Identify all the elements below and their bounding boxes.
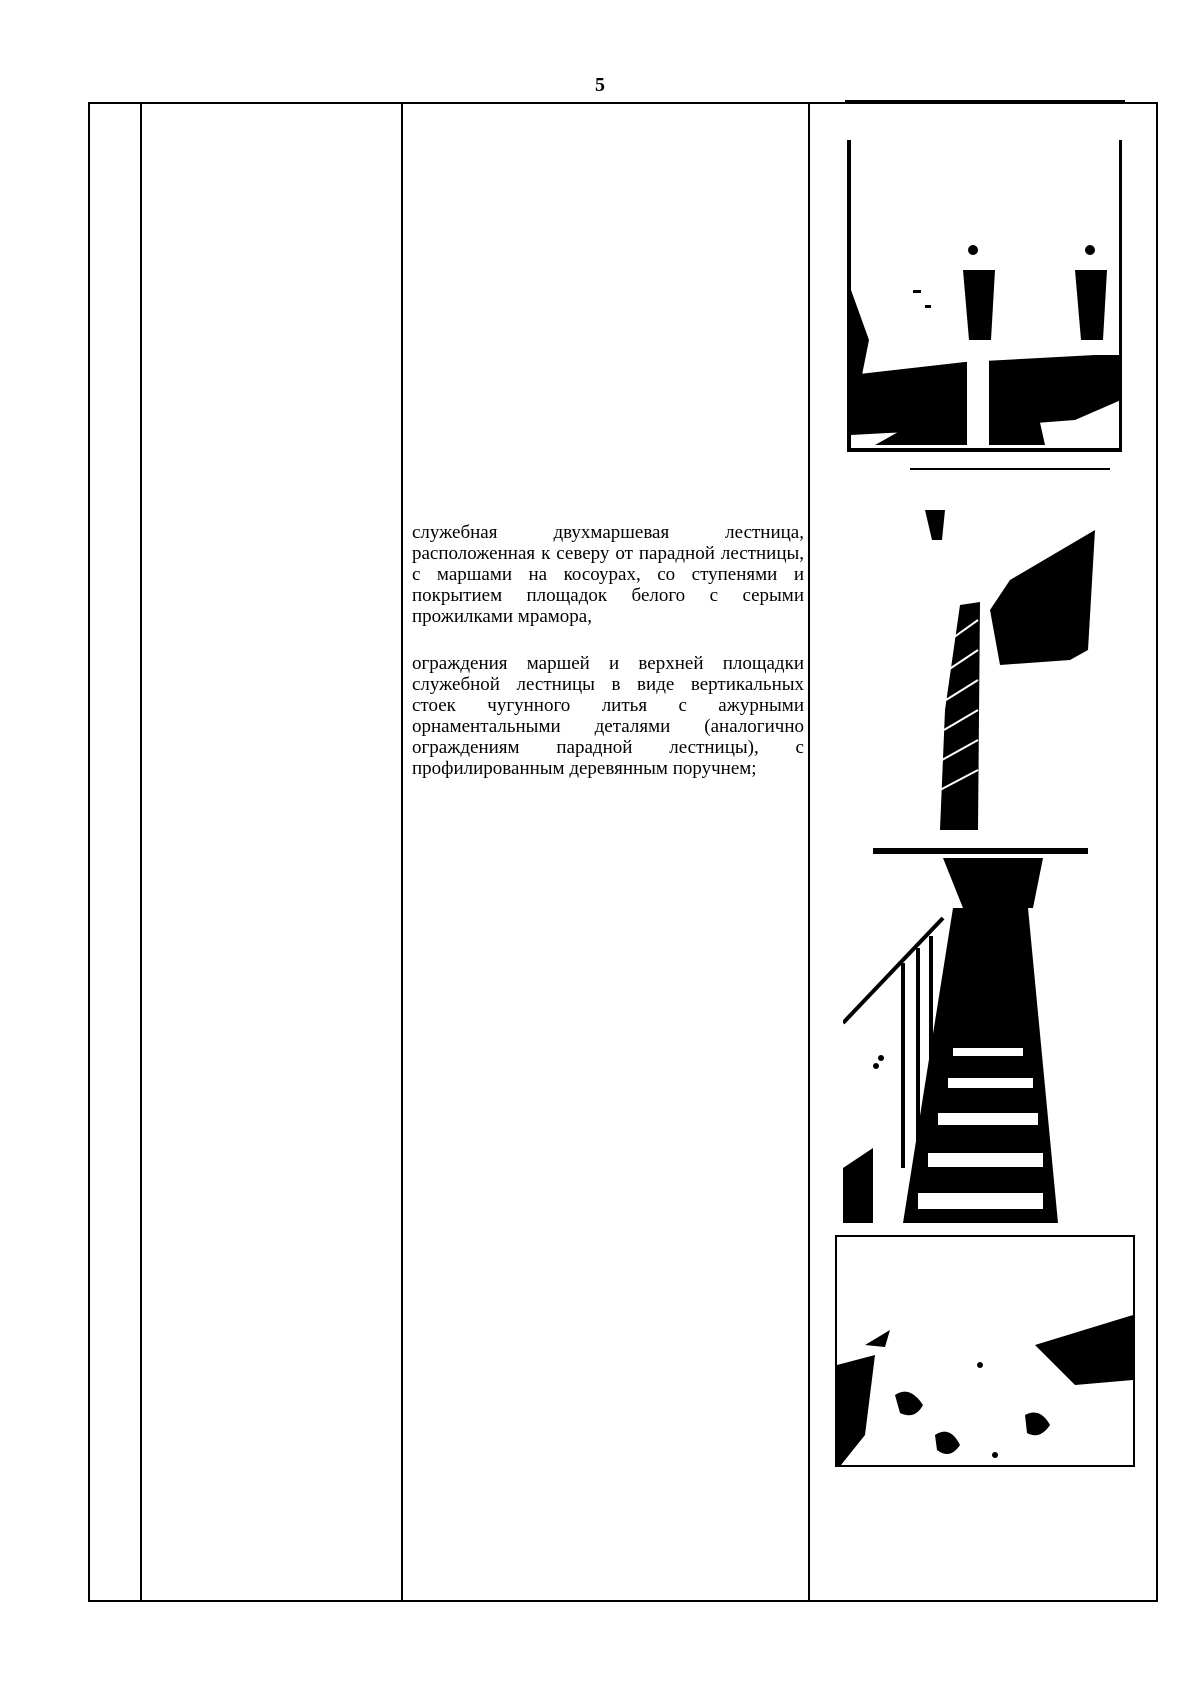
photo-stair-descending xyxy=(843,848,1088,1223)
photo-stair-flight-side xyxy=(920,510,1100,830)
description-cell xyxy=(412,522,804,805)
column-divider-1 xyxy=(140,104,142,1600)
description-paragraph-2: ограждения маршей и верхней площадки служебной лестницы в виде вертикальных стоек чугунного литья с ажурными орнаментальными деталями (аналогично ограждениям парадной лестницы), с профилированным деревянным поручнем; xyxy=(412,653,804,779)
description-paragraph-1: служебная двухмаршевая лестница, расположенная к северу от парадной лестницы, с маршами на косоурах, со ступенями и покрытием площадок белого с серыми прожилками мрамора, xyxy=(412,522,804,627)
page-number: 5 xyxy=(595,74,605,96)
column-divider-3 xyxy=(808,104,810,1600)
column-divider-2 xyxy=(401,104,403,1600)
photo-marble-detail xyxy=(835,1235,1135,1467)
photo-landing-balustrade xyxy=(845,100,1125,480)
